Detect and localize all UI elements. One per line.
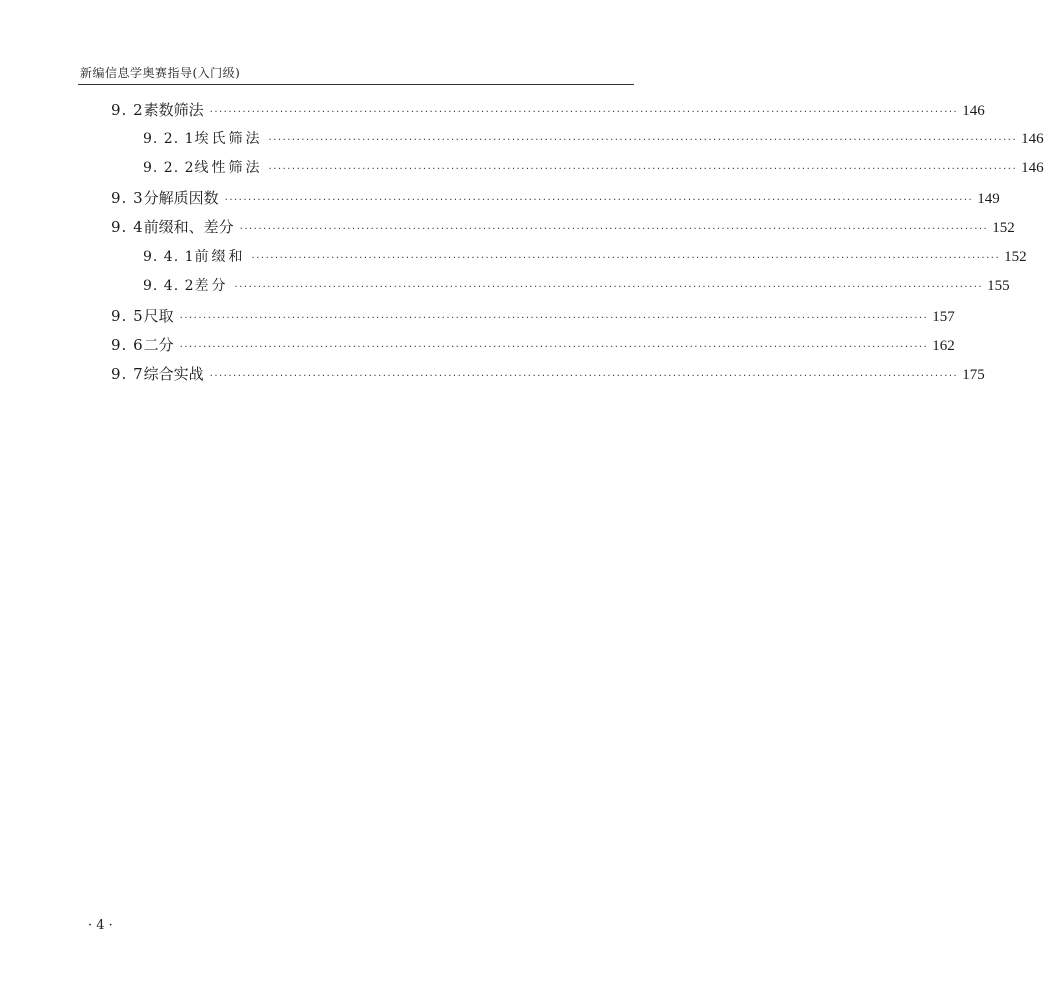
toc-section-title: 尺取 — [143, 307, 174, 325]
header-rule — [78, 84, 634, 85]
dot-leader: ································································································································································ — [239, 224, 989, 235]
toc-page-number: 152 — [1004, 249, 1027, 265]
dot-leader: ································································································································································ — [209, 371, 959, 382]
toc-section-number: 9. 4. 1 — [143, 249, 195, 265]
toc-section-title: 差分 — [194, 278, 229, 294]
dot-leader: ································································································································································ — [179, 313, 929, 324]
dot-leader: ································································································································································ — [251, 253, 1001, 264]
toc-entry[interactable] — [143, 126, 1044, 152]
toc-section-title: 埃氏筛法 — [194, 131, 263, 147]
toc-page-number: 175 — [962, 367, 985, 383]
toc-section-number: 9. 2. 2 — [143, 160, 195, 176]
dot-leader: ································································································································································ — [224, 195, 974, 206]
toc-section-number: 9. 4 — [111, 218, 144, 236]
toc-section-number: 9. 4. 2 — [143, 278, 195, 294]
toc-section-title: 前缀和、差分 — [143, 218, 234, 236]
toc-entry[interactable] — [111, 185, 1000, 211]
toc-entry[interactable] — [143, 244, 1027, 270]
toc-entry[interactable] — [143, 155, 1044, 181]
toc-page-number: 146 — [1021, 131, 1044, 147]
toc-page-number: 146 — [1021, 160, 1044, 176]
toc-section-title: 二分 — [143, 336, 174, 354]
toc-page-number: 155 — [987, 278, 1010, 294]
toc-section-title: 前缀和 — [194, 249, 246, 265]
page-number-footer: · 4 · — [88, 918, 113, 933]
toc-section-number: 9. 7 — [111, 365, 144, 383]
toc-section-title: 素数筛法 — [143, 101, 204, 119]
toc-entry[interactable] — [111, 214, 1015, 240]
dot-leader: ································································································································································ — [234, 282, 984, 293]
toc-entry[interactable] — [143, 273, 1010, 299]
toc-page-number: 149 — [977, 191, 1000, 207]
toc-page-number: 146 — [962, 103, 985, 119]
toc-section-number: 9. 5 — [111, 307, 144, 325]
toc-page-number: 162 — [932, 338, 955, 354]
toc-section-number: 9. 3 — [111, 189, 144, 207]
toc-page-number: 157 — [932, 309, 955, 325]
dot-leader: ································································································································································ — [179, 342, 929, 353]
running-header: 新编信息学奥赛指导(入门级) — [80, 66, 241, 80]
toc-entry[interactable] — [111, 361, 985, 387]
toc-entry[interactable] — [111, 332, 955, 358]
toc-page-number: 152 — [992, 220, 1015, 236]
toc-entry[interactable] — [111, 97, 985, 123]
toc-section-title: 线性筛法 — [194, 160, 263, 176]
toc-section-number: 9. 6 — [111, 336, 144, 354]
toc-entry[interactable] — [111, 303, 955, 329]
dot-leader: ································································································································································ — [268, 164, 1018, 175]
dot-leader: ································································································································································ — [268, 135, 1018, 146]
toc-section-number: 9. 2. 1 — [143, 131, 195, 147]
dot-leader: ································································································································································ — [209, 107, 959, 118]
toc-section-title: 分解质因数 — [143, 189, 219, 207]
toc-section-number: 9. 2 — [111, 101, 144, 119]
toc-section-title: 综合实战 — [143, 365, 204, 383]
